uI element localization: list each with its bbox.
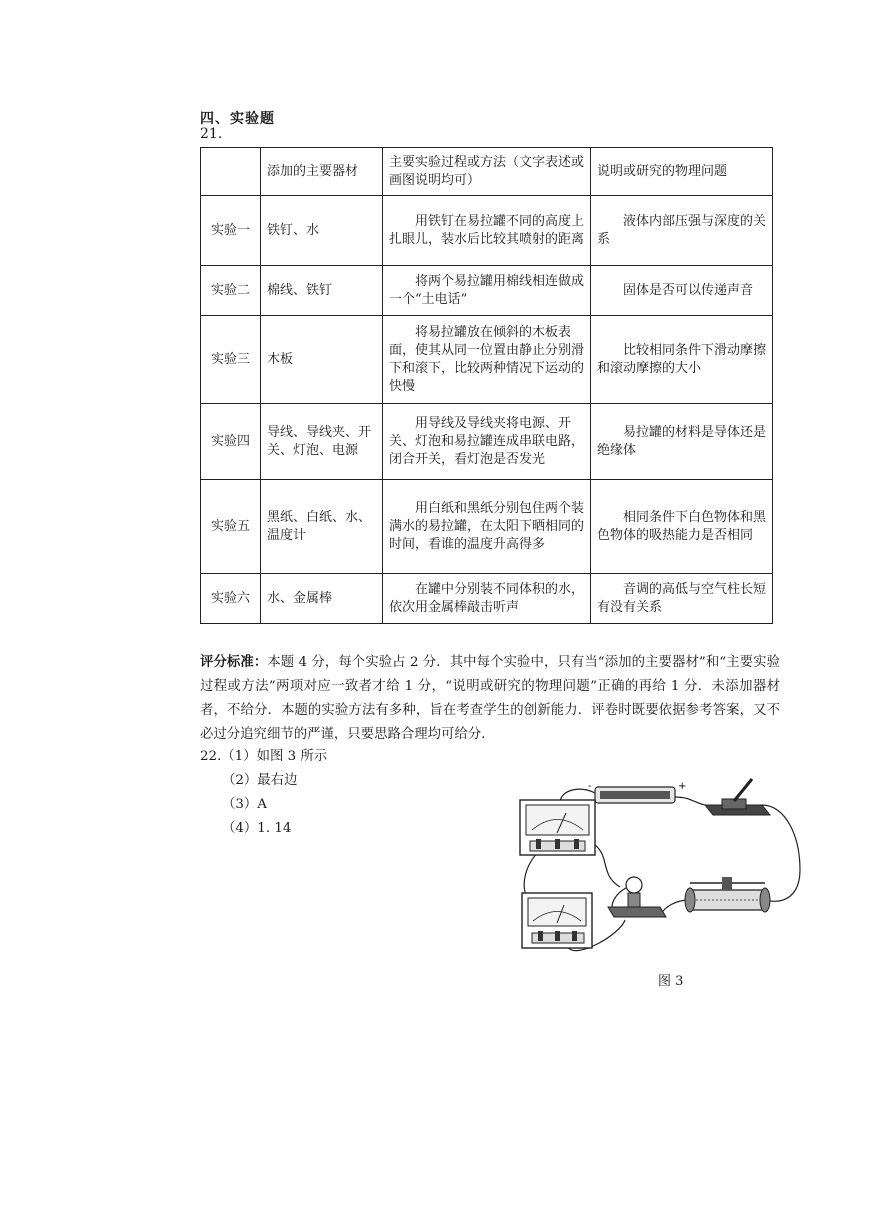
experiment-name: 实验一 (201, 196, 261, 266)
table-row (201, 480, 773, 574)
q22-line-3: （3）A (222, 797, 267, 812)
ammeter-icon (522, 893, 592, 948)
lamp-icon (608, 877, 666, 917)
experiment-name: 实验二 (201, 266, 261, 316)
experiment-name: 实验五 (201, 480, 261, 574)
table-row (201, 574, 773, 624)
experiment-materials: 铁钉、水 (261, 196, 383, 266)
battery-minus-label: - (588, 781, 592, 792)
experiment-materials: 棉线、铁钉 (261, 266, 383, 316)
experiment-method: 在罐中分别装不同体积的水，依次用金属棒敲击听声 (383, 574, 591, 624)
q22-line-1: 22.（1）如图 3 所示 (200, 749, 328, 764)
experiment-problem: 固体是否可以传递声音 (591, 266, 773, 316)
table-row (201, 196, 773, 266)
header-cell-materials: 添加的主要器材 (261, 148, 383, 196)
rheostat-icon (685, 877, 770, 912)
experiment-name: 实验六 (201, 574, 261, 624)
experiment-problem: 相同条件下白色物体和黑色物体的吸热能力是否相同 (591, 480, 773, 574)
scoring-text: 本题 4 分，每个实验占 2 分．其中每个实验中，只有当“添加的主要器材”和“主要实验过程或方法”两项对应一致者才给 1 分，“说明或研究的物理问题”正确的再给 1 分．未添加器材者，不给分．本题的实验方法有多种，旨在考查学生的创新能力．评卷时既要依据参考答案，又不必过分追究细节的严谨，只要思路合理均可给分． (200, 655, 780, 742)
header-cell-empty (201, 148, 261, 196)
header-cell-problem: 说明或研究的物理问题 (591, 148, 773, 196)
experiment-method: 用白纸和黑纸分别包住两个装满水的易拉罐，在太阳下晒相同的时间，看谁的温度升高得多 (383, 480, 591, 574)
experiment-materials: 导线、导线夹、开关、灯泡、电源 (261, 404, 383, 480)
figure-caption: 图 3 (658, 974, 684, 989)
q22-line-2: （2）最右边 (222, 773, 298, 788)
experiment-problem: 比较相同条件下滑动摩擦和滚动摩擦的大小 (591, 316, 773, 404)
table-row (201, 404, 773, 480)
table-row (201, 316, 773, 404)
battery-plus-label: + (678, 781, 687, 792)
scoring-criteria (200, 650, 780, 747)
experiment-name: 实验三 (201, 316, 261, 404)
table-header-row (201, 148, 773, 196)
battery-icon (588, 781, 686, 803)
switch-icon (705, 779, 770, 815)
table-row (201, 266, 773, 316)
question-22 (200, 745, 327, 841)
experiment-method: 将两个易拉罐用棉线相连做成一个“土电话” (383, 266, 591, 316)
experiment-problem: 易拉罐的材料是导体还是绝缘体 (591, 404, 773, 480)
section-title: 四、实验题 (200, 111, 275, 127)
experiment-method: 用铁钉在易拉罐不同的高度上扎眼儿，装水后比较其喷射的距离 (383, 196, 591, 266)
voltmeter-icon (520, 800, 595, 855)
experiment-method: 将易拉罐放在倾斜的木板表面，使其从同一位置由静止分别滑下和滚下，比较两种情况下运动的快慢 (383, 316, 591, 404)
experiment-problem: 液体内部压强与深度的关系 (591, 196, 773, 266)
experiment-problem: 音调的高低与空气柱长短有没有关系 (591, 574, 773, 624)
experiment-materials: 水、金属棒 (261, 574, 383, 624)
scoring-label: 评分标准： (200, 654, 268, 670)
experiment-method: 用导线及导线夹将电源、开关、灯泡和易拉罐连成串联电路，闭合开关，看灯泡是否发光 (383, 404, 591, 480)
experiment-table (200, 147, 773, 624)
circuit-figure (500, 775, 820, 985)
q22-line-4: （4）1. 14 (222, 821, 292, 836)
experiment-materials: 木板 (261, 316, 383, 404)
experiment-name: 实验四 (201, 404, 261, 480)
experiment-materials: 黑纸、白纸、水、温度计 (261, 480, 383, 574)
header-cell-method: 主要实验过程或方法（文字表述或画图说明均可） (383, 148, 591, 196)
question-21-number: 21. (200, 126, 223, 142)
